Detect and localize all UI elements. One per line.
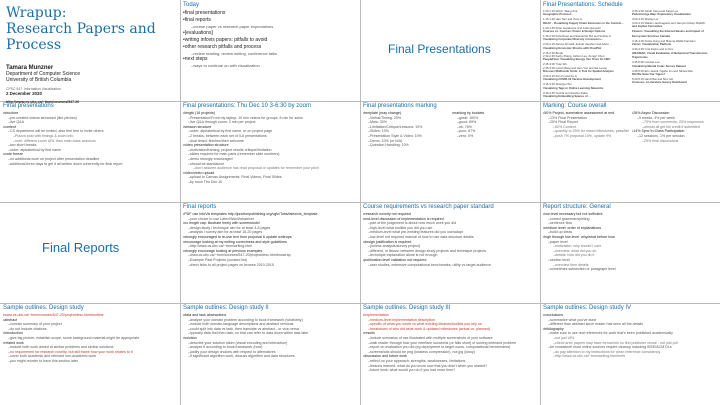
bullet-item: • introduction <box>3 331 177 336</box>
schedule-entry: PeopleFlow: Visualizing Energy Use Trees for UBC <box>543 57 611 62</box>
bullet-item: – part of the judgement is about how much work you did <box>363 221 537 226</box>
slide-schedule <box>540 0 720 101</box>
bullet-item: – Demo: 10% (or N/A) <box>363 139 448 144</box>
bullet-list <box>3 111 177 166</box>
slide-sample-outlines-design-study-iv <box>540 303 720 404</box>
bullet-item: – two short breaks <box>3 143 177 148</box>
bullet-item: – Question Handling: 10% <box>363 143 448 148</box>
bullet-item: – zero: 0% <box>452 134 537 139</box>
bullet-item: – overview then details <box>543 263 717 268</box>
bullet-item: • content <box>3 125 177 130</box>
bullet-item: – medium-level implementation description <box>363 318 537 323</box>
bullet-item: • marking by buckets <box>452 111 537 116</box>
bullet-item: – do not include citations <box>3 327 177 332</box>
bullet-item: • no length cap: illustrate freely with screenshots! <box>183 221 357 226</box>
slide-today <box>180 0 360 101</box>
bullet-item: – quantity to 25% for mixed Milestones, pass/fail <box>543 129 628 134</box>
schedule-entry: 1:30-1:45 Kiran Jeyakumar and Julia Quevedo <box>543 25 601 30</box>
slide-title: Report structure: General <box>543 204 611 210</box>
bullet-item: – technique explanation alone is not enough <box>363 253 537 258</box>
bullet-item: • discussion and future work <box>363 354 537 359</box>
bullet-item: – no additional work on project after presentation deadline <box>3 157 177 162</box>
bullet-list <box>543 111 628 139</box>
bullet-item: – include both domain-language descriptions and abstract versions <box>183 322 357 327</box>
schedule-entry: Visualizing Economic Shocks with FlowPlot <box>543 45 602 50</box>
schedule-entry: and Jayden Fernandes <box>632 24 663 29</box>
bullet-item: – CS department will be invited, also feel free to invite others <box>3 129 177 134</box>
bullet-item: – build up ideas <box>543 230 717 235</box>
schedule-entry: Trajectories <box>632 55 648 60</box>
bullet-item: • mid-level discussion of implementation is required <box>363 217 537 222</box>
bullet-item: – breakdown of who did what work & updated milestones (actual vs. planned) <box>363 327 537 332</box>
schedule-entry: 3:00-3:15 Zan Fu and Ke Li <box>543 74 578 78</box>
slide-final-reports-section <box>0 202 180 303</box>
bullet-item: – 9 weeks, 4% per week <box>632 116 717 121</box>
bullet-item: – (unless analysis/survey project) <box>363 244 537 249</box>
today-item: – ways to continue on with visualization <box>183 63 357 69</box>
slide-sample-outlines-design-study-iii <box>360 303 540 404</box>
bullet-item: – analysis / survey aim for at least 15-20 pages <box>183 230 357 235</box>
bullet-item: • video/video upload <box>183 171 357 176</box>
schedule-entry: 5:00-5:15 Hanzi Bai and Sha Yeh <box>632 77 674 81</box>
bullet-item: • strongly encouraged to re-use text from proposal & update writeups <box>183 235 357 240</box>
bullet-item: – push 7% proposal 10%, update 9% <box>543 134 628 139</box>
bullet-item: – high-level what toolkits you did you use <box>363 226 537 231</box>
bullet-item: • publication-level validation not required <box>363 258 537 263</box>
slide-title: Final Presentations: Schedule <box>543 2 623 8</box>
bullet-list <box>543 313 717 359</box>
slide-course-vs-research <box>360 202 540 303</box>
slide-title: Marking: Course overall <box>543 103 607 109</box>
schedule-entry: 4:00-4:15 Maliam Jashuagasto and Jaeryan Kolayi Shabbir <box>632 20 706 25</box>
slide-title: Course requirements vs research paper standard <box>363 204 494 210</box>
bullet-item: – motivation/framing, project results critique/limitation <box>183 148 357 153</box>
schedule-entry: Visualizing COVID-19 Vaccine Development <box>543 77 601 82</box>
bullet-item[interactable]: – http://www.cs.ubc.ca/~tmm/writing.html <box>183 244 357 249</box>
slide-title: Final presentations marking <box>363 103 437 109</box>
bullet-item: – future work: what would you do if you had more time? <box>363 368 537 373</box>
schedule-entry: Pedestal Age Map: Exploratory Visualization <box>632 12 691 17</box>
bullet-item: – design study / technique aim for at least 4-8 pages <box>183 226 357 231</box>
bullet-item: – 75% from comments, 25% responses <box>632 120 717 125</box>
schedule-right-column <box>632 10 717 100</box>
bullet-item: • 14% Sync In-Class Participation <box>632 129 717 134</box>
bullet-item: • design justification is required <box>363 240 537 245</box>
schedule-entry: Visualizing Mental Code: Survey Dataset <box>632 63 686 68</box>
schedule-entry: Courses vs. Courses: Power & Design Options <box>543 29 606 34</box>
schedule-entry: 4:30-4:45 Yuta Fujino and Jo Kim <box>632 47 674 52</box>
bullet-item: – 12 sessions, 1% per session <box>632 134 717 139</box>
bullet-item: – slides required for main parts (remember slide numbers) <box>183 152 357 157</box>
bullet-item: • bibliography <box>543 327 717 332</box>
bullet-item: – medium-level what pre-existing features did you use/adapt <box>363 230 537 235</box>
schedule-entry: 3:45-4:00 Sarah Jiang and Kaiya Leo <box>632 9 679 13</box>
schedule-entry: Did We Save Our Tigers? <box>632 72 666 77</box>
schedule-entry: 2:30-2:45 Kathy Zhang, Ashton Lee, Zongyi Chen <box>543 53 605 58</box>
bullet-item: – your choice to use Latex/Word/whatever <box>183 217 357 222</box>
schedule-entry: 4:00-4:15 Shelley Lei <box>632 17 659 22</box>
schedule-entry: 1:45-2:00 Kelsi Roan and Samantha Roi and Sophie Li <box>543 33 611 38</box>
bullet-item: – overview: what did you do <box>543 249 717 254</box>
bullet-item: – details: how did you do it <box>543 253 717 258</box>
slide-marking-course-overall <box>540 101 720 202</box>
slide-final-presentations-marking <box>360 101 540 202</box>
bullet-list <box>363 212 537 267</box>
bullet-item: – concise summary of your project <box>3 322 177 327</box>
bullet-item: – order: alphabetical by first name, or on project page <box>183 129 357 134</box>
schedule-entry: Ursmoco: A Literature Survey Dashboard <box>632 80 687 85</box>
bullet-item: – Presentation/Front my laptop: 10 min videos for groups, 8 min for solos <box>183 116 357 121</box>
schedule-entry: 2:45-3:00 Colors Bisig and Hein Yuo and Sai Leung <box>543 65 607 70</box>
bullet-item: – Piazza post with timings & zoom info <box>3 134 177 139</box>
bullet-item: – 13% Final Presentation <box>543 116 628 121</box>
today-item: • [evaluations] <box>183 30 357 37</box>
bullet-item: – reflect on your approach: strengths, weaknesses, limitations <box>363 359 537 364</box>
bullet-item: – 60% Content <box>543 125 628 130</box>
bullet-item: – could split into data vs task, then translate vs abstract - or vice-versa <box>183 327 357 332</box>
schedule-entry: RGAC - Visualizing Supply Chain Emissions in the Context... <box>543 20 624 25</box>
bullet-item: • research novelty not required <box>363 212 537 217</box>
bullet-item: – Limitation/Critique/Lessons: 10% <box>363 125 448 130</box>
deck-date: 2 December 2020 <box>6 91 42 97</box>
bullet-item: – user studies, extensive computational benchmarks, utility vs target audience <box>363 263 537 268</box>
bullet-list <box>183 111 357 185</box>
slide-title: Sample outlines: Design study III <box>363 305 451 311</box>
today-item: • other research pitfalls and process <box>183 44 357 51</box>
today-item: • final presentations <box>183 10 357 17</box>
bullet-item: – be consistent! most online sources require cleanup including IEEE/ACM DLs <box>543 345 717 350</box>
bullet-list <box>363 111 448 148</box>
bullet-item: – check arxiv papers may have formal link so find publisher venue - not just pdf <box>543 341 717 346</box>
bullet-item: – no requirement for research novelty, but still frame how your work relates to it <box>3 350 177 355</box>
schedule-entry: 4:15-4:30 Kristie Sung and Mianna Wabik Farnham <box>632 38 696 43</box>
bullet-item: – ok: 76% <box>452 125 537 130</box>
course-name: CPSC 547: Information Visualization <box>6 87 61 91</box>
bullet-item: • PDF use InfoVis templates http://junctionpublishing.org/vgtc/Tobs/latex/vis_template <box>183 212 357 217</box>
bullet-item: – Presentation Style & Video: 10% <box>363 134 448 139</box>
bullet-item: – screenshots should be png (lossless compression), not jpg (lossy) <box>363 350 537 355</box>
slide-title: Final reports <box>183 204 217 210</box>
bullet-list <box>452 111 537 139</box>
slide-final-reports <box>180 202 360 303</box>
bullet-item: – poor: 67% <box>452 129 537 134</box>
bullet-item: – report on evaluation you did (eg deployment to target users, computational benchmarks) <box>363 345 537 350</box>
slide-final-presentations <box>0 101 180 202</box>
bullet-item: – describe your solution idiom (visual encoding and interaction) <box>183 341 357 346</box>
bullet-item: – order: alphabetical by first name <box>3 148 177 153</box>
schedule-entry: 4:45-5:00 Erin Jewell, Ngahe Lin and Tahlea Meir <box>632 68 694 73</box>
today-item: • writing infovis papers: pitfalls to avoid <box>183 37 357 44</box>
slide-title: Sample outlines: Design study IV <box>543 305 632 311</box>
today-item: • next steps <box>183 56 357 63</box>
slide-title: Sample outlines: Design study II <box>183 305 269 311</box>
bullet-item: • 50% Project, summative assessment at end <box>543 111 628 116</box>
bullet-item: • implementation <box>363 313 537 318</box>
bullet-item: – upload to Canvas Assignments: Final Videos, Final Slides <box>183 175 357 180</box>
bullet-item: – note: different zoom URL than main class sessions <box>3 139 177 144</box>
bullet-item[interactable]: – http://www.cs.ubc.ca/~tmm/writing.html#refs <box>543 354 717 359</box>
bullet-item: – motivation: why should I care <box>543 244 717 249</box>
bullet-item: – different than abstract since reader has seen all the details <box>543 322 717 327</box>
bullet-item: – 25% Final Report <box>543 120 628 125</box>
bullet-item: – summarize what you've done <box>543 318 717 323</box>
bullet-list <box>183 212 357 267</box>
bullet-item: – low-level not required manual of how to use data structure details <box>363 235 537 240</box>
bullet-item: • high through low level: why/what before how <box>543 235 717 240</box>
bullet-item: – should be standalone <box>183 162 357 167</box>
bullet-item: – almost all get full credit if submitted <box>632 125 717 130</box>
bullet-item: – correct grammar/spelling <box>543 217 717 222</box>
bullet-item: – if significant algorithm work, discuss algorithm and data structures <box>183 354 357 359</box>
slide-final-presentations-thu <box>180 101 360 202</box>
bullet-item: • abstract <box>3 318 177 323</box>
slide-sample-outlines-design-study-ii <box>180 303 360 404</box>
bullet-item: – dual timed: finishes/then welcome <box>183 139 357 144</box>
author-name: Tamara Munzner <box>6 65 54 71</box>
bullet-item: • 26% Async Discussion <box>632 111 717 116</box>
bullet-item: – live Q&A through zoom: 2 min per project <box>183 120 357 125</box>
slide-title: Sample outlines: Design study <box>3 305 84 311</box>
bullet-item: – good: 89% <box>452 120 537 125</box>
bullet-item: • solution <box>183 336 357 341</box>
title-slide <box>0 0 180 105</box>
bullet-item: – sometimes subsection or paragraph level <box>543 267 717 272</box>
today-item: • final reports <box>183 17 357 24</box>
schedule-entry: 3:30-3:45 Yeohfa and Asrafun Zakar <box>543 90 588 95</box>
bullet-list <box>543 212 717 272</box>
bullet-item: – additional three days to get it all written down coherently for final report <box>3 162 177 167</box>
schedule-entry: 1:15-1:30 Hao Tian and Yuan Li <box>543 17 583 22</box>
bullet-item: • medium level: order of explanations <box>543 226 717 231</box>
schedule-entry: Visualizing Corporate Diversity in Investors... <box>543 37 604 42</box>
bullet-item: • video presentation structure <box>183 143 357 148</box>
university: University of British Columbia <box>6 77 72 83</box>
slide-sample-outlines-design-study <box>0 303 180 404</box>
bullet-item: – give big picture, establish scope, some background material might be appropriate <box>3 336 177 341</box>
schedule-entry: 4:45-5:00 Lamwai Lee <box>632 60 660 65</box>
bullet-item: – sentence flow <box>543 221 717 226</box>
bullet-item: – don't assume audience has read proposal or updates for remember your pitch <box>183 166 357 171</box>
schedule-entry: Discover Multiscale Grids: A Tool for Spatial Analysis <box>543 69 614 74</box>
bullet-item: – by noon Thu Dec 10 <box>183 180 357 185</box>
schedule-entry: Visualizing Tags in Online Learning Networks <box>543 85 604 90</box>
bullet-item: • code freeze <box>3 152 177 157</box>
bullet-item: • low level necessary but not sufficient <box>543 212 717 217</box>
schedule-entry: 2:15-2:30 Break <box>543 50 563 55</box>
bullet-item: – specific of what you wrote vs what existing libraries/toolkits you rely on <box>363 322 537 327</box>
bullet-item[interactable]: – www.cs.ubc.ca/~tmm/courses/547-20/projectdesc.html#nowrap <box>183 253 357 258</box>
bullet-item[interactable]: • www.cs.ubc.ca/~tmm/courses/547-20/projectdesc.html#outline <box>3 313 177 318</box>
section-title: Final Presentations <box>388 42 491 56</box>
bullet-item: • results <box>363 331 537 336</box>
bullet-item: – make sure to use real references for work that's been published academically <box>543 331 717 336</box>
bullet-item: – analyze your domain problem according to book framework (what/why) <box>183 318 357 323</box>
bullet-item: – Verbal/Timing: 20% <box>363 116 448 121</box>
bullet-item: – demo strongly encouraged <box>183 157 357 162</box>
today-item: – review reading, review writing, conference talks <box>183 51 357 57</box>
bullet-item: • data and task abstractions <box>183 313 357 318</box>
bullet-list <box>183 313 357 359</box>
bullet-item: – cover both academic and relevant non-academic work <box>3 354 177 359</box>
bullet-item: • length (16 projects) <box>183 111 357 116</box>
bullet-item: • session structure <box>183 125 357 130</box>
bullet-item: – Example Past Projects (curated list) <box>183 258 357 263</box>
schedule-entry: Visualizing Embedding Spaces of ... <box>543 94 591 99</box>
bullet-item: – do pay attention to my instructions for clean reference consistency <box>543 350 717 355</box>
schedule-entry: Geographic Protocol... <box>543 12 573 17</box>
bullet-item: – lessons learned: what do you know now that you didn't when you started? <box>363 364 537 369</box>
slide-title: Final presentations: Thu Dec 10 3-6:30 by zoom <box>183 103 311 109</box>
bullet-item: – you might reorder to have this section later <box>3 359 177 364</box>
bullet-item: – great: 100% <box>452 116 537 121</box>
bullet-item: – justify your design choices with respect to alternatives <box>183 350 357 355</box>
bullet-item: – typically data first then task, so that can refer to data down within task later <box>183 331 357 336</box>
bullet-item: • strongly encourage looking at previous examples <box>183 249 357 254</box>
bullet-item: – Slides: 10% <box>363 129 448 134</box>
bullet-item: – paper level <box>543 240 717 245</box>
bullet-item: – 25% final discussions <box>632 139 717 144</box>
bullet-item: – different, in flavour between design study projects and technique projects <box>363 249 537 254</box>
today-list <box>183 10 357 69</box>
schedule-left-column <box>543 10 628 100</box>
bullet-item: – include both work aimed at similar problems and similar solutions <box>3 345 177 350</box>
slide-report-structure-general <box>540 202 720 303</box>
bullet-item: – not just URL <box>543 336 717 341</box>
deck-title-line1: Wrapup: <box>6 5 67 21</box>
bullet-item: • encourage looking at my writing correctness and style guidelines <box>183 240 357 245</box>
bullet-list <box>632 111 717 143</box>
bullet-item: – analyze it according to book framework (how) <box>183 345 357 350</box>
bullet-item: – walk reader through how your interface succeeds (or falls short) of solving intended problem <box>363 341 537 346</box>
bullet-item: • template (may change) <box>363 111 448 116</box>
bullet-item: – include scenarios of use illustrated with multiple screenshots of your software <box>363 336 537 341</box>
schedule-entry: 3:15-3:30 Shangyu Wu <box>543 82 572 87</box>
schedule-entry: 2:00-2:15 Alireza Ahmadi, Zeinab Javaheri and Adam ... <box>543 42 613 47</box>
slide-title: Today <box>183 2 200 8</box>
today-item: – course paper vs research paper expectations <box>183 24 357 30</box>
bullet-item: – direct links to all project pages on browse 2010-2015 <box>183 263 357 268</box>
bullet-item: – section level <box>543 258 717 263</box>
section-title: Final Reports <box>42 240 120 255</box>
bullet-item: • structure <box>3 111 177 116</box>
bullet-item: – 2 breaks, between each set of 5-6 presentations <box>183 134 357 139</box>
bullet-list <box>3 313 177 364</box>
schedule-entry: Flowers: Visualizing the Internet Basins and Impact of <box>632 29 704 34</box>
course-url[interactable]: http://www.cs.ubc.ca/~tmm/courses/547-20 <box>6 100 80 105</box>
schedule-entry: GRAiMAE: Visual Evaluation of Behavioral Transmission <box>632 50 708 55</box>
deck-title-line2: Research Papers and Process <box>6 21 156 53</box>
schedule-entry: Ecosystem Services Canada <box>632 33 670 38</box>
bullet-item: – pre-created videos streamed (like pitches) <box>3 116 177 121</box>
schedule-entry: 1:00-1:15 Robin, Wang Aria <box>543 9 578 13</box>
bullet-item: – live Q&A <box>3 120 177 125</box>
bullet-item: • conclusions <box>543 313 717 318</box>
slide-title: Final presentations <box>3 103 54 109</box>
bullet-item: – Main: 30% <box>363 120 448 125</box>
bullet-item: • related work <box>3 341 177 346</box>
bullet-list <box>363 313 537 373</box>
schedule-entry: Zenon: Visualization Platform <box>632 42 672 47</box>
department: Department of Computer Science <box>6 71 81 77</box>
schedule-entry: 2:45-3:00 Yiran Wu <box>543 62 567 67</box>
slide-final-presentations-section <box>360 0 540 101</box>
